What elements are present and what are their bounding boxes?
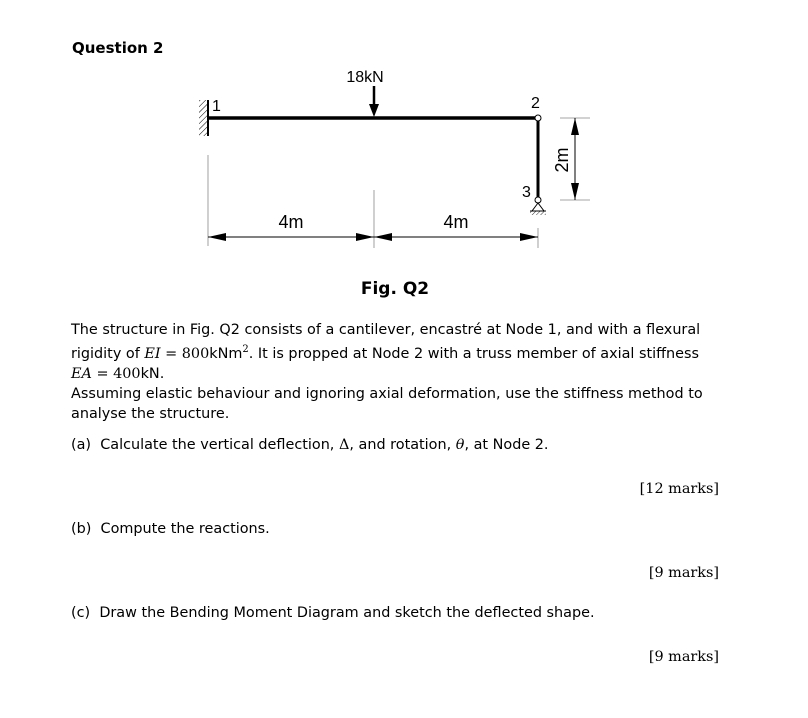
- description-line: Assuming elastic behaviour and ignoring axial deformation, use the stiffness method to: [71, 385, 703, 402]
- node3-pin: [535, 197, 541, 203]
- text-run: rigidity of: [71, 345, 145, 362]
- node2-pin: [535, 115, 541, 121]
- load-arrow-head: [369, 104, 379, 117]
- dim-arrow: [356, 233, 374, 241]
- part-c: [71, 605, 595, 621]
- part-c-text: Draw the Bending Moment Diagram and sketch the deflected shape.: [99, 605, 595, 621]
- description-paragraph: [71, 320, 731, 424]
- node2-label: 2: [531, 95, 540, 112]
- vdim-arrow-bottom: [571, 183, 579, 200]
- question-heading: Question 2: [72, 39, 164, 57]
- part-a-text: , at Node 2.: [464, 437, 549, 453]
- part-a: [71, 437, 548, 453]
- dim-arrow: [208, 233, 226, 241]
- pin-support-hatch: [530, 211, 546, 215]
- ea-symbol: EA: [71, 365, 92, 382]
- node1-label: 1: [212, 98, 221, 115]
- ei-symbol: EI: [144, 345, 161, 362]
- text-run: . It is propped at Node 2 with a truss member of axial stiffness: [248, 345, 700, 362]
- part-a-text: Calculate the vertical deflection,: [100, 437, 339, 453]
- theta-symbol: θ: [455, 437, 465, 453]
- span1-label: 4m: [278, 212, 304, 232]
- equals-sign: =: [160, 345, 182, 362]
- dim-arrow: [520, 233, 538, 241]
- part-b: [71, 521, 270, 537]
- description-line: analyse the structure.: [71, 405, 230, 422]
- height-label: 2m: [552, 147, 572, 173]
- ei-value: 800: [181, 345, 210, 362]
- fixed-support-hatch: [199, 100, 208, 136]
- ei-unit: kNm: [209, 345, 243, 362]
- ea-unit: kN.: [140, 365, 165, 382]
- part-b-marks: [9 marks]: [648, 565, 719, 581]
- description-line: [71, 340, 731, 364]
- equals-sign: =: [91, 365, 114, 382]
- part-b-label: (b): [71, 521, 92, 537]
- dim-arrow: [374, 233, 392, 241]
- part-b-text: Compute the reactions.: [100, 521, 270, 537]
- span2-label: 4m: [443, 212, 469, 232]
- part-c-label: (c): [71, 605, 91, 621]
- ei-exponent: 2: [242, 344, 249, 355]
- ea-value: 400: [113, 365, 141, 382]
- part-a-text: , and rotation,: [349, 437, 456, 453]
- part-a-label: (a): [71, 437, 92, 453]
- vdim-arrow-top: [571, 118, 579, 135]
- description-line: [71, 364, 731, 384]
- figure-caption: Fig. Q2: [360, 279, 430, 299]
- part-a-marks: [12 marks]: [639, 481, 719, 497]
- load-label: 18kN: [346, 69, 384, 86]
- delta-symbol: Δ: [338, 437, 350, 453]
- part-c-marks: [9 marks]: [648, 649, 719, 665]
- node3-label: 3: [522, 184, 531, 201]
- pin-support-triangle: [532, 203, 544, 211]
- description-line: The structure in Fig. Q2 consists of a cantilever, encastré at Node 1, and with a flexural: [71, 322, 701, 338]
